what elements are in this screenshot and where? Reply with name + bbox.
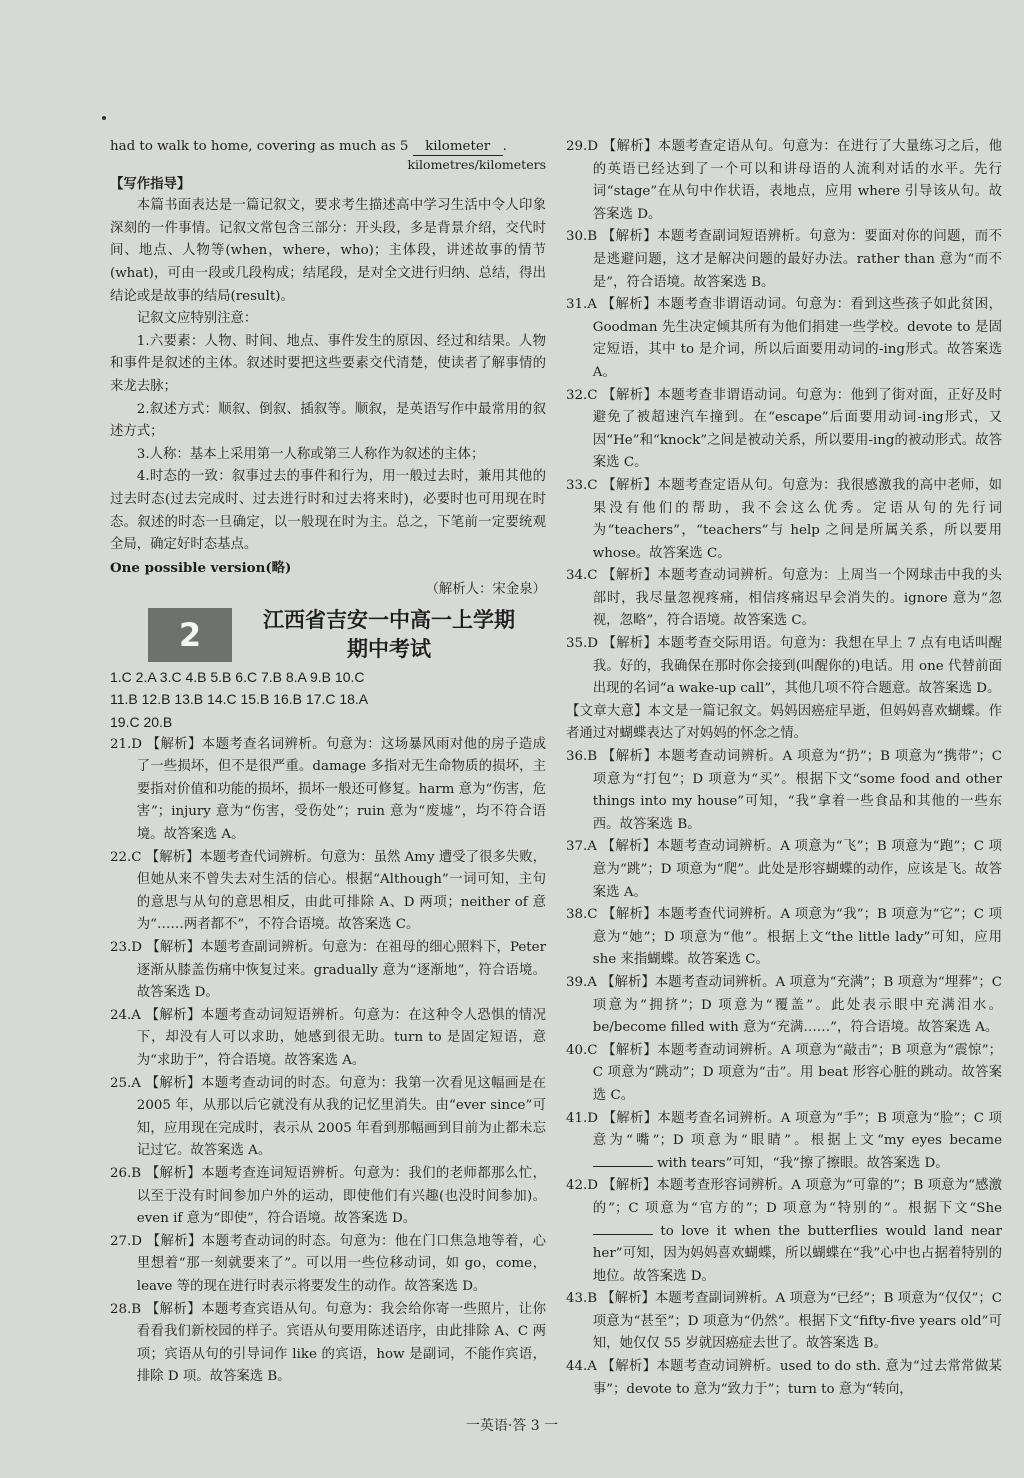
- left-column: [110, 136, 546, 1389]
- explanation-item-25: 25.A 【解析】本题考查动词的时态。句意为：我第一次看见这幅画是在 2005 年，从那以后它就没有从我的记忆里消失。由“ever since”可知，应用现在完成时，表示从 2005 年看到那幅画到目前为止都未忘记过它。故答案选 A。: [110, 1075, 546, 1159]
- first-line-text: had to walk to home, covering as much as 5: [110, 139, 409, 154]
- explanation-item-32: 32.C 【解析】本题考查非谓语动词。句意为：他到了街对面，正好及时避免了被超速汽车撞到。在“escape”后面要用动词-ing形式，又因“He”和“knock”之间是被动关系，所以要用-ing的被动形式。故答案选 C。: [566, 387, 1002, 471]
- explanation-item-35: 35.D 【解析】本题考查交际用语。句意为：我想在早上 7 点有电话叫醒我。好的，我确保在那时你会接到(叫醒你的)电话。用 one 代替前面出现的名词“a wake-up call”，其他几项不符合题意。故答案选 D。: [566, 636, 1002, 697]
- explanation-item-26: 26.B 【解析】本题考查连词短语辨析。句意为：我们的老师都那么忙，以至于没有时间参加户外的运动，即使他们有兴趣(也没时间参加)。even if 意为“即使”，符合语境。故答案选 D。: [110, 1165, 546, 1227]
- writing-heading: 【写作指导】: [110, 175, 191, 192]
- writing-paragraph: 记叙文应特别注意：: [136, 311, 258, 327]
- answer-key-line: 1.C 2.A 3.C 4.B 5.B 6.C 7.B 8.A 9.B 10.C: [110, 668, 365, 685]
- section-title-line2: 期中考试: [347, 636, 431, 661]
- writing-paragraph: 3.人称：基本上采用第一人称或第三人称作为叙述的主体；: [136, 446, 485, 462]
- explanation-item-42: [566, 1175, 1002, 1288]
- explanation-item-36: 36.B 【解析】本题考查动词辨析。A 项意为“扔”；B 项意为“携带”；C 项意为“打包”；D 项意为“买”。根据下文“some food and other things into my house”可知，“我”拿着一些食品和其他的一些东西。故答案选 B。: [566, 749, 1002, 832]
- explanation-item-29: 29.D 【解析】本题考查定语从句。句意为：在进行了大量练习之后，他的英语已经达到了一个可以和讲母语的人流利对话的水平。先行词“stage”在从句中作状语，表地点，应用 where 引导该从句。故答案选 D。: [566, 139, 1002, 222]
- explanation-item-44: 44.A 【解析】本题考查动词辨析。used to do sth. 意为“过去常常做某事”；devote to 意为“致力于”；turn to 意为“转向，: [566, 1359, 1002, 1397]
- section-title-line1: 江西省吉安一中高一上学期: [263, 607, 515, 632]
- explanation-item-37: 37.A 【解析】本题考查动词辨析。A 项意为“飞”；B 项意为“跑”；C 项意为“跳”；D 项意为“爬”。此处是形容蝴蝶的动作，应该是飞。故答案选 A。: [566, 839, 1002, 900]
- explanation-item-39: 39.A 【解析】本题考查动词辨析。A 项意为“充满”；B 项意为“埋葬”；C 项意为“拥挤”；D 项意为“覆盖”。此处表示眼中充满泪水。be/become filled with 意为“充满……”，符合语境。故答案选 A。: [566, 974, 1002, 1036]
- ink-dot: [102, 116, 106, 120]
- explanation-item-28: 28.B 【解析】本题考查宾语从句。句意为：我会给你寄一些照片，让你看看我们新校园的样子。宾语从句要用陈述语序，由此排除 A、C 两项；宾语从句的引导词作 like 的宾语，how 是副词，不能作宾语，排除 D 项。故答案选 B。: [110, 1301, 546, 1385]
- explanation-item-23: 23.D 【解析】本题考查副词辨析。句意为：在祖母的细心照料下，Peter 逐渐从膝盖伤痛中恢复过来。gradually 意为“逐渐地”，符合语境。故答案选 D。: [110, 940, 546, 1001]
- page-footer: 一英语·答 3 一: [465, 1418, 559, 1434]
- item41-text: 41.D 【解析】本题考查名词辨析。A 项意为“手”；B 项意为“脸”；C 项意为“嘴”；D 项意为“眼睛”。根据上文“my eyes became: [566, 1110, 1002, 1149]
- answer-key-line: 11.B 12.B 13.B 14.C 15.B 16.B 17.C 18.A: [110, 691, 369, 708]
- explanation-item-27: 27.D 【解析】本题考查动词的时态。句意为：他在门口焦急地等着，心里想着“那一刻就要来了”。可以用一些位移动词，如 go，come，leave 等的现在进行时表示将要发生的动作。故答案选 D。: [110, 1233, 546, 1294]
- section-number-badge: 2: [148, 608, 232, 662]
- explanation-item-43: 43.B 【解析】本题考查副词辨析。A 项意为“已经”；B 项意为“仅仅”；C 项意为“甚至”；D 项意为“仍然”。根据下文“fifty-five years old”可知，她仅仅 55 岁就因癌症去世了。故答案选 B。: [566, 1291, 1002, 1352]
- explanation-item-33: 33.C 【解析】本题考查定语从句。句意为：我很感激我的高中老师，如果没有他们的帮助，我不会这么优秀。定语从句的先行词为“teachers”，“teachers”与 help 之间是所属关系，所以要用 whose。故答案选 C。: [566, 477, 1002, 561]
- item42-text: 42.D 【解析】本题考查形容词辨析。A 项意为“可靠的”；B 项意为“感激的”；C 项意为“官方的”；D 项意为“特别的”。根据下文“She: [566, 1178, 1002, 1216]
- fill-alt-answer: kilometres/kilometers: [407, 156, 546, 172]
- item42-tail: to love it when the butterflies would land near her”可知，因为妈妈喜欢蝴蝶，所以蝴蝶在“我”心中也占据着特别的地位。故答案选 D。: [592, 1223, 1002, 1284]
- item41-blank: [593, 1154, 653, 1167]
- explanation-item-21: 21.D 【解析】本题考查名词辨析。句意为：这场暴风雨对他的房子造成了一些损坏，但不是很严重。damage 多指对无生命物质的损坏，主要指对价值和功能的损坏，损坏一般还可修复。harm 意为“伤害，危害”；injury 意为“伤害，受伤处”；ruin 意为“废墟”，均不符合语境。故答案选 A。: [110, 736, 546, 843]
- writing-paragraph: 4.时态的一致：叙事过去的事件和行为，用一般过去时，兼用其他的过去时态(过去完成时、过去进行时和过去将来时)，必要时也可用现在时态。叙述的时态一旦确定，以一般现在时为主。总之，下笔前一定要统观全局，确定好时态基点。: [110, 469, 546, 553]
- explanation-item-30: 30.B 【解析】本题考查副词短语辨析。句意为：要面对你的问题，而不是逃避问题，这才是解决问题的最好办法。rather than 意为“而不是”，符合语境。故答案选 B。: [566, 229, 1002, 290]
- fill-line: had to walk to home, covering as much as 5 kilometer . kilometres/kilometers: [110, 139, 546, 172]
- explanation-item-24: 24.A 【解析】本题考查动词短语辨析。句意为：在这种令人恐惧的情况下，却没有人可以求助，她感到很无助。turn to 是固定短语，意为“求助于”，符合语境。故答案选 A。: [110, 1007, 546, 1068]
- explanation-item-34: 34.C 【解析】本题考查动词辨析。句意为：上周当一个网球击中我的头部时，我尽量忽视疼痛，相信疼痛迟早会消失的。ignore 意为“忽视，忽略”，符合语境。故答案选 C。: [566, 568, 1002, 629]
- section-title: [232, 606, 546, 664]
- one-possible-version: One possible version(略): [110, 559, 292, 576]
- explanation-item-38: 38.C 【解析】本题考查代词辨析。A 项意为“我”；B 项意为“它”；C 项意为“她”；D 项意为“他”。根据上文“the little lady”可知，应用 she 来指蝴蝶。故答案选 C。: [566, 907, 1002, 968]
- writing-paragraph: 2.叙述方式：顺叙、倒叙、插叙等。顺叙，是英语写作中最常用的叙述方式；: [110, 401, 546, 440]
- analyst-credit: （解析人：宋金泉）: [425, 582, 546, 598]
- item42-blank: [593, 1222, 653, 1235]
- item41-tail: with tears”可知，“我”擦了擦眼。故答案选 D。: [657, 1155, 949, 1171]
- fill-answer: kilometer: [413, 139, 503, 156]
- section-title-block: [110, 606, 546, 664]
- explanation-item-41: [566, 1108, 1002, 1176]
- explanation-item-22: 22.C 【解析】本题考查代词辨析。句意为：虽然 Amy 遭受了很多失败，但她从来不曾失去对生活的信心。根据“Although”一词可知，主句的意思与从句的意思相反，由此可排除 A、D 两项；neither of 意为“……两者都不”，不符合语境。故答案选 C。: [110, 849, 546, 933]
- explanation-item-40: 40.C 【解析】本题考查动词辨析。A 项意为“敲击”；B 项意为“震惊”；C 项意为“跳动”；D 项意为“击”。用 beat 形容心脏的跳动。故答案选 C。: [566, 1042, 1002, 1103]
- answer-key-line: 19.C 20.B: [110, 714, 173, 731]
- writing-paragraph: 本篇书面表达是一篇记叙文，要求考生描述高中学习生活中令人印象深刻的一件事情。记叙文常包含三部分：开头段，多是背景介绍，交代时间、地点、人物等(when，where，who)；主体段，讲述故事的情节(what)，可由一段或几段构成；结尾段，是对全文进行归纳、总结，得出结论或是故事的结局(result)。: [110, 198, 546, 304]
- writing-paragraph: 1.六要素：人物、时间、地点、事件发生的原因、经过和结果。人物和事件是叙述的主体。叙述时要把这些要素交代清楚，使读者了解事情的来龙去脉；: [110, 333, 546, 394]
- explanation-item-31: 31.A 【解析】本题考查非谓语动词。句意为：看到这些孩子如此贫困，Goodman 先生决定倾其所有为他们捐建一些学校。devote to 是固定短语，其中 to 是介词，所以后面要用动词的-ing形式。故答案选 A。: [566, 297, 1002, 380]
- right-column: [566, 136, 1002, 1401]
- article-summary: 【文章大意】本文是一篇记叙文。妈妈因癌症早逝，但妈妈喜欢蝴蝶。作者通过对蝴蝶表达了对妈妈的怀念之情。: [566, 703, 1002, 742]
